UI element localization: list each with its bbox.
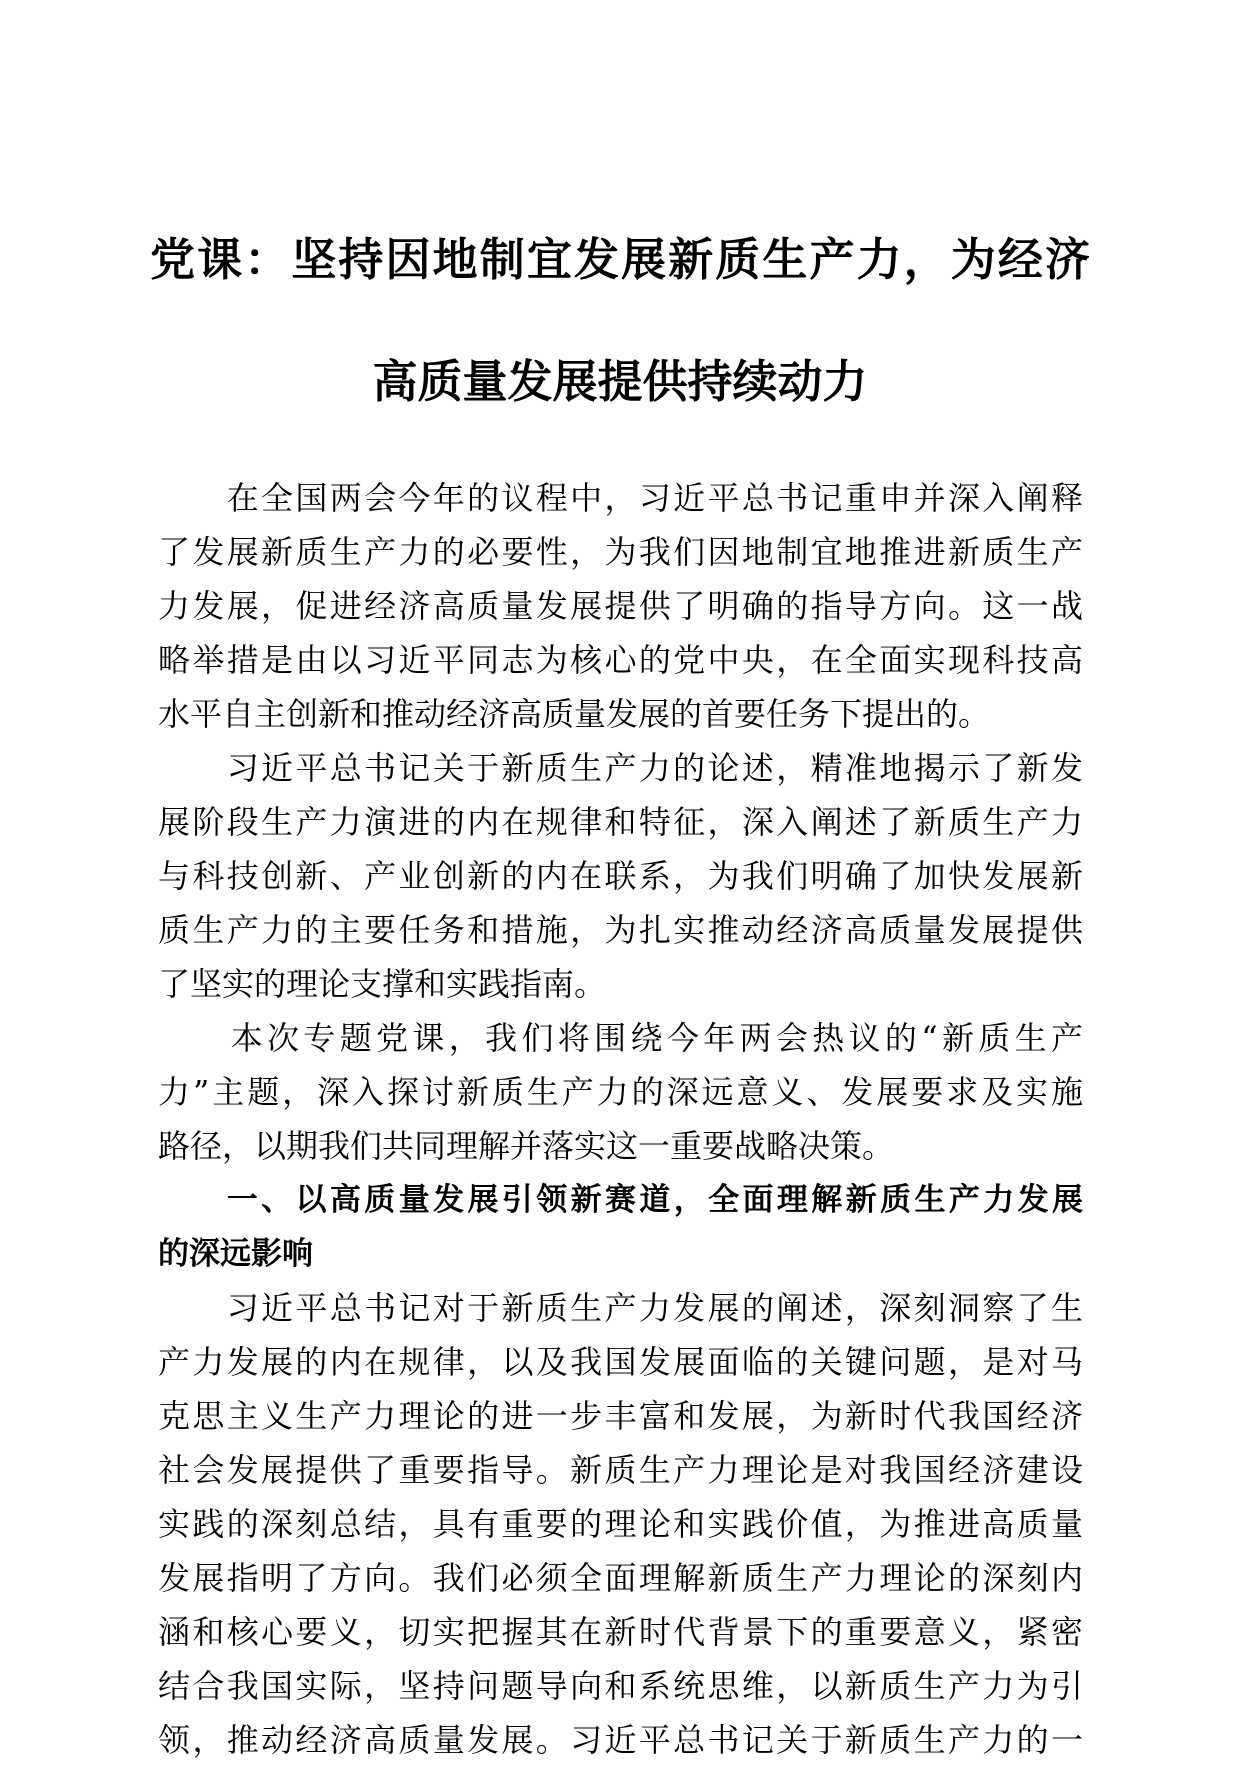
body-line: 力发展，促进经济高质量发展提供了明确的指导方向。这一战 bbox=[158, 587, 1083, 625]
body-line: 领，推动经济高质量发展。习近平总书记关于新质生产力的一 bbox=[158, 1721, 1083, 1759]
body-line: 力”主题，深入探讨新质生产力的深远意义、发展要求及实施 bbox=[158, 1073, 1083, 1111]
body-line: 与科技创新、产业创新的内在联系，为我们明确了加快发展新 bbox=[158, 857, 1083, 895]
section-heading-line: 一、以高质量发展引领新赛道，全面理解新质生产力发展 bbox=[158, 1182, 1083, 1218]
body-line: 社会发展提供了重要指导。新质生产力理论是对我国经济建设 bbox=[158, 1451, 1083, 1489]
body-line: 了坚实的理论支撑和实践指南。 bbox=[158, 965, 607, 1003]
body-line: 习近平总书记对于新质生产力发展的阐述，深刻洞察了生 bbox=[158, 1289, 1083, 1327]
body-line: 实践的深刻总结，具有重要的理论和实践价值，为推进高质量 bbox=[158, 1505, 1083, 1543]
body-line: 路径，以期我们共同理解并落实这一重要战略决策。 bbox=[158, 1127, 895, 1165]
body-line: 展阶段生产力演进的内在规律和特征，深入阐述了新质生产力 bbox=[158, 803, 1083, 841]
body-line: 在全国两会今年的议程中，习近平总书记重申并深入阐释 bbox=[158, 479, 1083, 517]
body-line: 产力发展的内在规律，以及我国发展面临的关键问题，是对马 bbox=[158, 1343, 1083, 1381]
body-line: 略举措是由以习近平同志为核心的党中央，在全面实现科技高 bbox=[158, 641, 1083, 679]
body-line: 水平自主创新和推动经济高质量发展的首要任务下提出的。 bbox=[158, 695, 991, 733]
body-line: 发展指明了方向。我们必须全面理解新质生产力理论的深刻内 bbox=[158, 1559, 1083, 1597]
body-line: 涵和核心要义，切实把握其在新时代背景下的重要意义，紧密 bbox=[158, 1613, 1083, 1651]
body-line: 克思主义生产力理论的进一步丰富和发展，为新时代我国经济 bbox=[158, 1397, 1083, 1435]
body-line: 习近平总书记关于新质生产力的论述，精准地揭示了新发 bbox=[158, 749, 1083, 787]
body-line: 质生产力的主要任务和措施，为扎实推动经济高质量发展提供 bbox=[158, 911, 1083, 949]
document-title-line-1: 党课：坚持因地制宜发展新质生产力，为经济 bbox=[150, 233, 1090, 286]
body-line: 了发展新质生产力的必要性，为我们因地制宜地推进新质生产 bbox=[158, 533, 1083, 571]
body-line: 结合我国实际，坚持问题导向和系统思维，以新质生产力为引 bbox=[158, 1667, 1083, 1705]
document-title-line-2: 高质量发展提供持续动力 bbox=[372, 355, 868, 408]
document-body bbox=[158, 471, 1083, 1767]
body-line: 本次专题党课，我们将围绕今年两会热议的“新质生产 bbox=[158, 1019, 1083, 1057]
section-heading-line: 的深远影响 bbox=[158, 1236, 313, 1272]
